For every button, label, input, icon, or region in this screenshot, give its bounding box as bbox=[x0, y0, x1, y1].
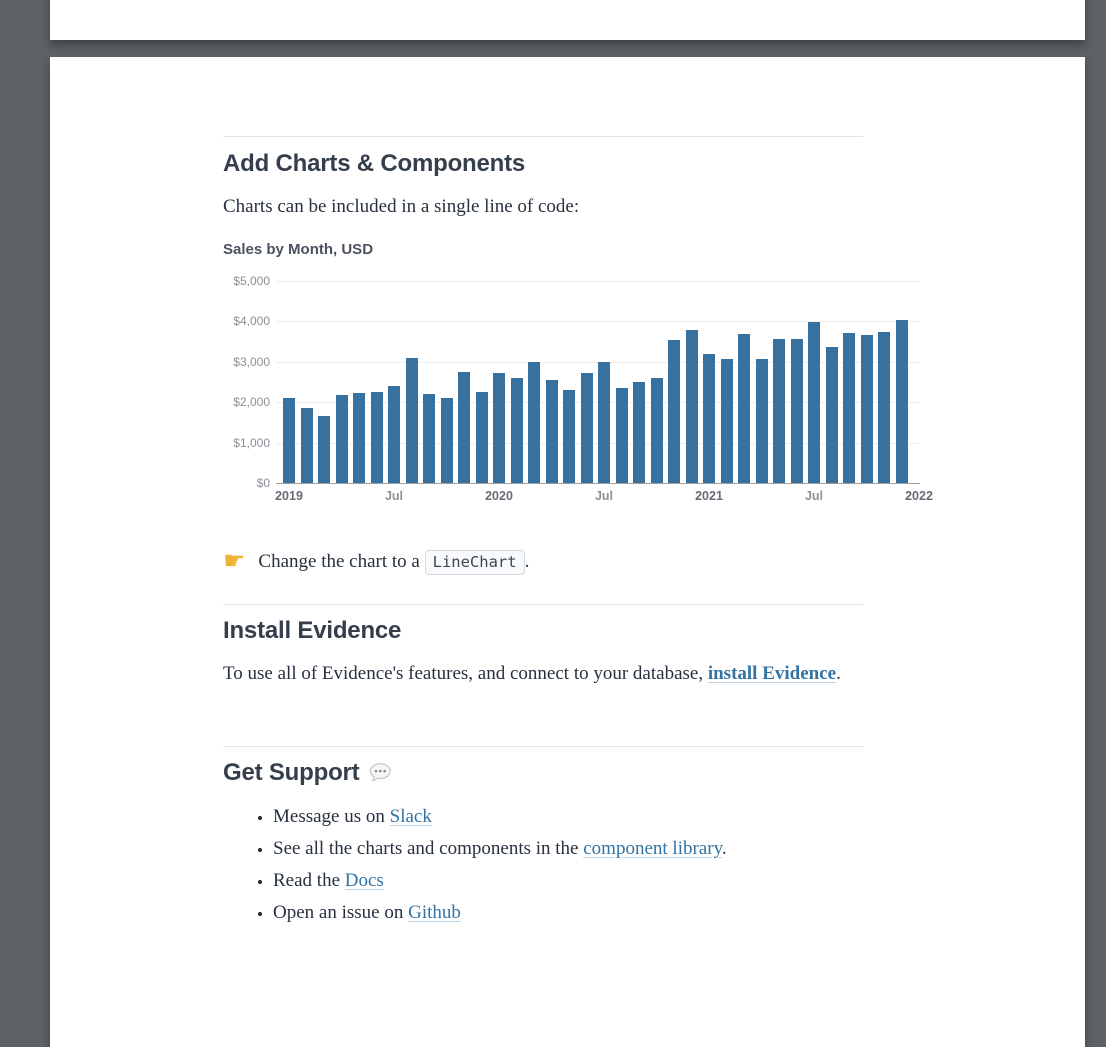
list-item-text: Open an issue on bbox=[273, 902, 409, 923]
list-item-text: See all the charts and components in the bbox=[273, 838, 584, 859]
tip-callout bbox=[223, 549, 529, 574]
chart-bar bbox=[406, 358, 418, 483]
chart-bar bbox=[581, 373, 593, 483]
x-axis-line bbox=[276, 483, 920, 484]
install-paragraph bbox=[223, 658, 863, 689]
x-tick-label: 2019 bbox=[275, 489, 303, 503]
chart-bar bbox=[493, 373, 505, 483]
tip-text-before: Change the chart to a bbox=[258, 550, 425, 572]
chart-bar bbox=[563, 390, 575, 483]
page-content bbox=[223, 57, 933, 1047]
list-item-text: Message us on bbox=[273, 806, 390, 827]
chart-bar bbox=[861, 335, 873, 483]
install-text: To use all of Evidence's features, and connect to your database, bbox=[223, 663, 708, 684]
chart-bar bbox=[336, 395, 348, 483]
x-tick-label: 2022 bbox=[905, 489, 933, 503]
chart-bar bbox=[651, 378, 663, 483]
chart-bar bbox=[458, 372, 470, 484]
chart-bar bbox=[773, 339, 785, 483]
y-tick-label: $5,000 bbox=[233, 274, 270, 288]
chart-bar bbox=[826, 347, 838, 483]
list-item bbox=[273, 833, 913, 865]
chart-bar bbox=[423, 394, 435, 483]
page-card bbox=[50, 57, 1085, 1047]
chart-bar bbox=[598, 362, 610, 483]
list-item-text: Read the bbox=[273, 870, 345, 891]
x-tick-label: 2020 bbox=[485, 489, 513, 503]
chart-bar bbox=[791, 339, 803, 483]
component-library-link[interactable]: component library bbox=[583, 838, 722, 859]
get-support-heading-text: Get Support bbox=[223, 759, 360, 786]
tip-text-after: . bbox=[524, 550, 530, 572]
chart-bar bbox=[388, 386, 400, 483]
chart-bar bbox=[686, 330, 698, 484]
previous-page-card bbox=[50, 0, 1085, 40]
chart-bar bbox=[808, 322, 820, 483]
bar-chart bbox=[223, 241, 933, 507]
chart-bar bbox=[353, 393, 365, 483]
install-heading: Install Evidence bbox=[223, 617, 402, 644]
docs-link[interactable]: Docs bbox=[344, 870, 384, 891]
y-tick-label: $3,000 bbox=[233, 354, 270, 369]
list-item bbox=[273, 865, 913, 897]
y-tick-label: $4,000 bbox=[233, 314, 270, 329]
y-tick-label: $2,000 bbox=[233, 395, 270, 410]
chart-plot-area bbox=[276, 281, 920, 484]
list-item bbox=[273, 897, 913, 929]
add-charts-heading: Add Charts & Components bbox=[223, 150, 526, 177]
speech-balloon-icon bbox=[368, 761, 392, 785]
chart-bar bbox=[843, 333, 855, 483]
chart-bar bbox=[878, 332, 890, 483]
chart-bar bbox=[616, 388, 628, 483]
chart-bar bbox=[301, 408, 313, 484]
chart-bar bbox=[476, 392, 488, 483]
chart-bar bbox=[528, 362, 540, 483]
chart-bar bbox=[371, 392, 383, 483]
install-evidence-link[interactable]: install Evidence bbox=[707, 663, 837, 684]
chart-bar bbox=[441, 398, 453, 483]
chart-bar bbox=[318, 416, 330, 483]
chart-bar bbox=[633, 382, 645, 483]
x-tick-label: Jul bbox=[384, 489, 404, 503]
x-tick-label: 2021 bbox=[695, 489, 723, 503]
y-tick-label: $0 bbox=[256, 476, 270, 490]
gridline bbox=[276, 281, 920, 282]
support-list bbox=[223, 801, 913, 929]
section-divider bbox=[223, 604, 863, 605]
chart-bar bbox=[703, 354, 715, 483]
pointing-right-icon: ☛ bbox=[223, 547, 246, 575]
chart-bar bbox=[546, 380, 558, 483]
install-text-after: . bbox=[836, 663, 841, 684]
x-tick-label: Jul bbox=[594, 489, 614, 503]
list-item-text: . bbox=[721, 838, 727, 859]
chart-y-axis bbox=[223, 274, 270, 490]
slack-link[interactable]: Slack bbox=[389, 806, 432, 827]
section-divider bbox=[223, 136, 863, 137]
chart-title: Sales by Month, USD bbox=[223, 241, 374, 258]
chart-bar bbox=[896, 320, 908, 483]
github-link[interactable]: Github bbox=[408, 902, 461, 923]
chart-bar bbox=[511, 378, 523, 483]
section-divider bbox=[223, 746, 863, 747]
y-tick-label: $1,000 bbox=[233, 435, 270, 450]
chart-bar bbox=[283, 398, 295, 483]
chart-bar bbox=[721, 359, 733, 483]
chart-bar bbox=[668, 340, 680, 483]
gridline bbox=[276, 321, 920, 322]
inline-code-linechart: LineChart bbox=[425, 550, 525, 575]
get-support-heading bbox=[223, 759, 392, 787]
list-item bbox=[273, 801, 913, 833]
chart-bar bbox=[738, 334, 750, 483]
tip-text bbox=[258, 551, 529, 573]
chart-bar bbox=[756, 359, 768, 483]
x-tick-label: Jul bbox=[804, 489, 824, 503]
add-charts-intro: Charts can be included in a single line of code: bbox=[223, 196, 580, 217]
chart-x-axis bbox=[275, 489, 933, 505]
